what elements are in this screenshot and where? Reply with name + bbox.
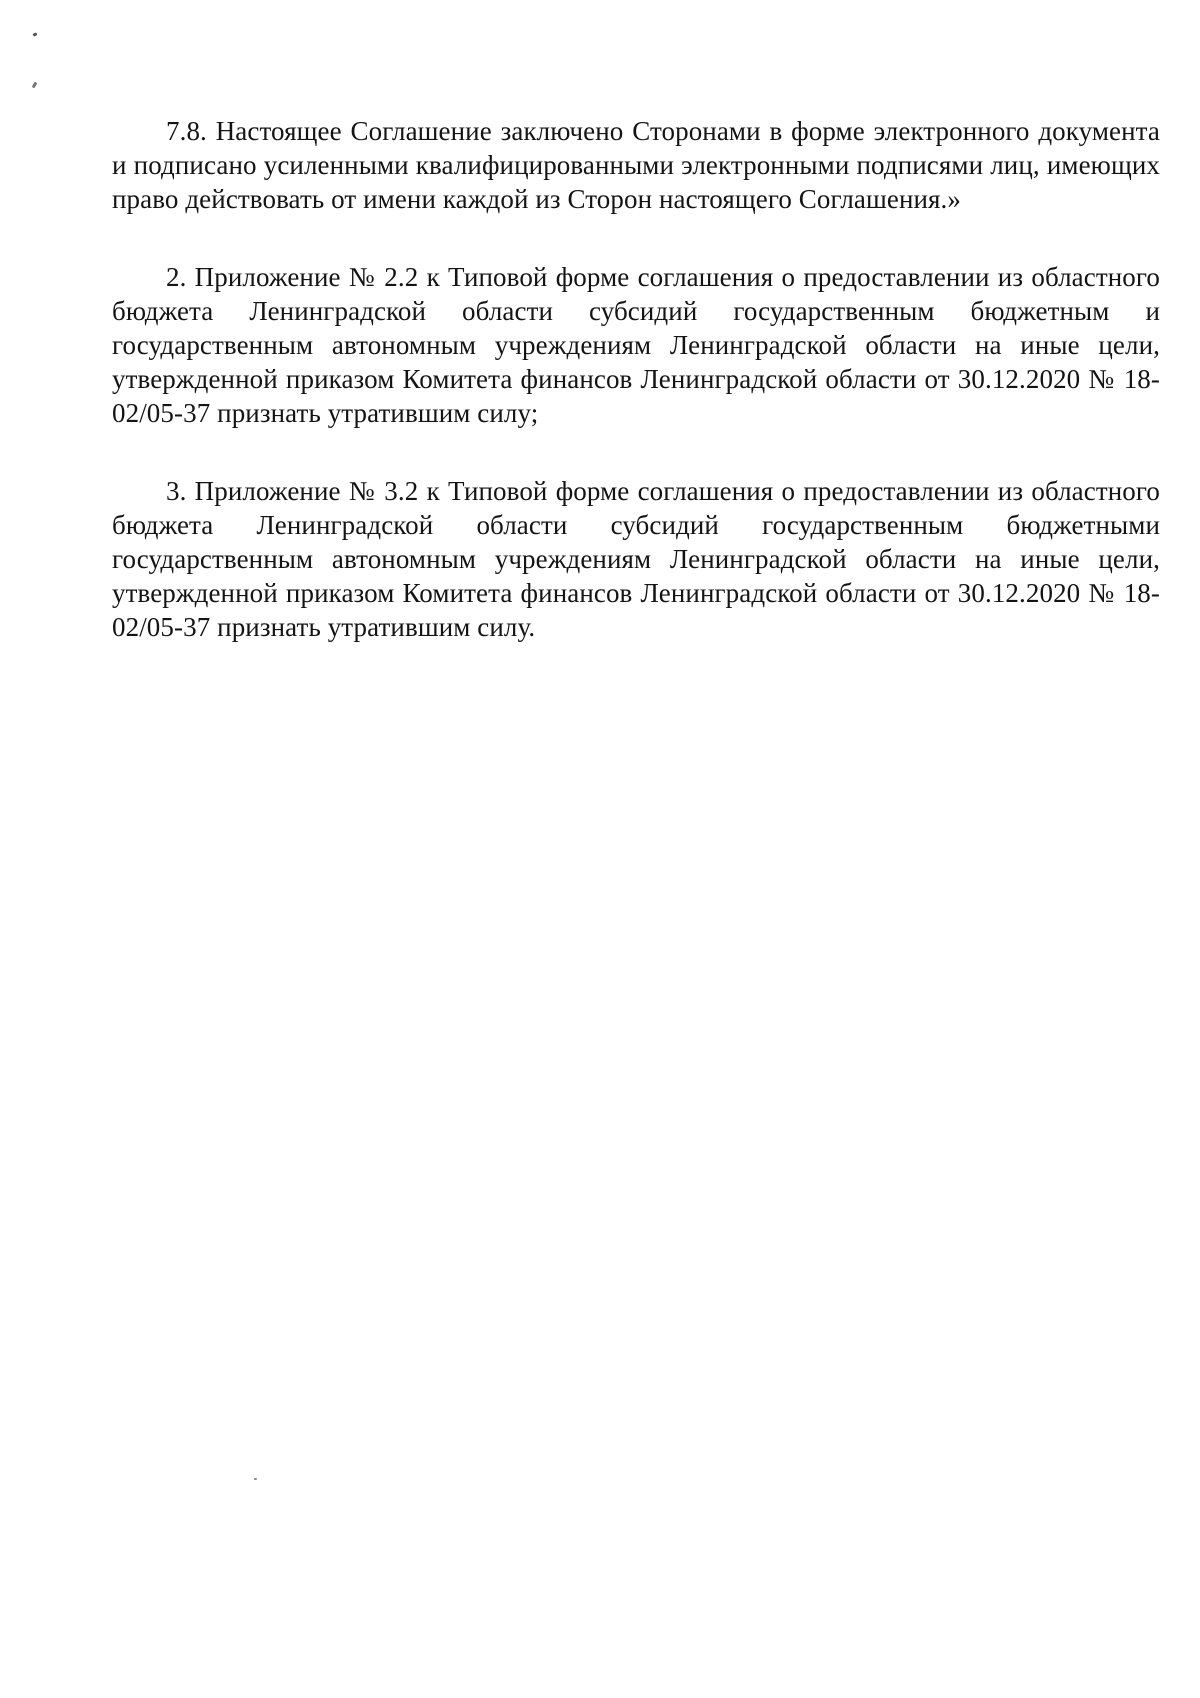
document-body [112, 114, 1160, 644]
paragraph-item-2: 2. Приложение № 2.2 к Типовой форме соглашения о предоставлении из областного бюджета Ленинградской области субсидий государственным бюджетным и государственным автономным учреждениям Ленинградской области на иные цели, утвержденной приказом Комитета финансов Ленинградской области от 30.12.2020 № 18-02/05-37 признать утратившим силу; [112, 262, 1160, 428]
scan-speck [32, 82, 38, 89]
scan-speck [254, 1478, 257, 1480]
paragraph-item-3: 3. Приложение № 3.2 к Типовой форме соглашения о предоставлении из областного бюджета Ленинградской области субсидий государственным бюджетными государственным автономным учреждениям Ленинградской области на иные цели, утвержденной приказом Комитета финансов Ленинградской области от 30.12.2020 № 18-02/05-37 признать утратившим силу. [112, 476, 1160, 642]
paragraph-7-8: 7.8. Настоящее Соглашение заключено Сторонами в форме электронного документа и подписано усиленными квалифицированными электронными подписями лиц, имеющих право действовать от имени каждой из Сторон настоящего Соглашения.» [112, 116, 1160, 214]
scan-speck [33, 32, 38, 36]
